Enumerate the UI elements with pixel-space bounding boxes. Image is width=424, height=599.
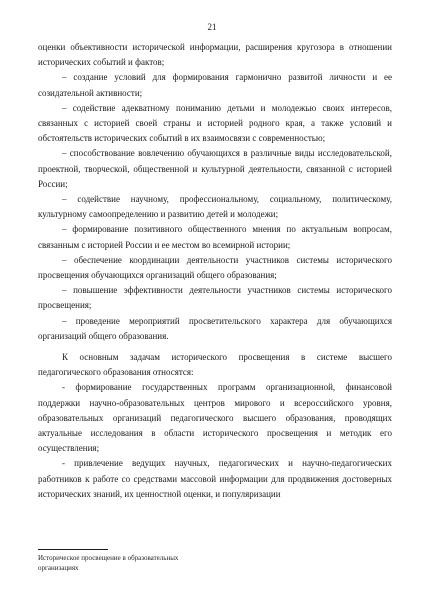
list-item: – проведение мероприятий просветительского характера для обучающихся организаций общего образования. <box>38 315 392 341</box>
footer-line: организациях <box>38 563 79 572</box>
list-item: – содействие научному, профессиональному, социальному, политическому, культурному самоопределению и развитию детей и молодежи; <box>38 194 392 220</box>
document-body <box>38 40 392 502</box>
list-item: - формирование государственных программ организационной, финансовой поддержки научно-образовательных центров мирового и всероссийского уровня, образовательных организаций педагогического высшего образования, проводящих актуальные исследования в области исторического просвещения и методик его осуществления; <box>38 382 392 454</box>
list-item: – обеспечение координации деятельности участников системы исторического просвещения обучающихся организаций общего образования; <box>38 254 392 281</box>
list-item: – создание условий для формирования гармонично развитой личности и ее созидательной активности; <box>38 72 392 98</box>
list-item: – содействие адекватному пониманию детьми и молодежью своих интересов, связанных с историей своей страны и историей родного края, а также условий и обстоятельств исторических событий в их взаимосвязи с современностью; <box>38 102 392 144</box>
footer-line: Историческое просвещение в образовательных <box>38 554 179 562</box>
list-item: - привлечение ведущих научных, педагогических и научно-педагогических работников к работе со средствами массовой информации для продвижения достоверных исторических знаний, их ценностной оценки, и популяризации <box>38 458 392 499</box>
list-item: – способствование вовлечению обучающихся в различные виды исследовательской, проектной, творческой, общественной и культурной деятельности, связанной с историей России; <box>38 148 392 189</box>
page-number: 21 <box>207 22 217 32</box>
section-intro-paragraph: К основным задачам исторического просвещения в системе высшего педагогического образования относятся: <box>38 352 392 378</box>
footnote-divider <box>38 549 108 550</box>
running-footer <box>38 554 238 573</box>
paragraph: оценки объективности исторической информации, расширения кругозора в отношении исторических событий и фактов; <box>38 42 392 68</box>
list-item: – повышение эффективности деятельности участников системы исторического просвещения; <box>38 285 392 311</box>
list-item: – формирование позитивного общественного мнения по актуальным вопросам, связанным с историей России и ее местом во всемирной истории; <box>38 224 392 250</box>
